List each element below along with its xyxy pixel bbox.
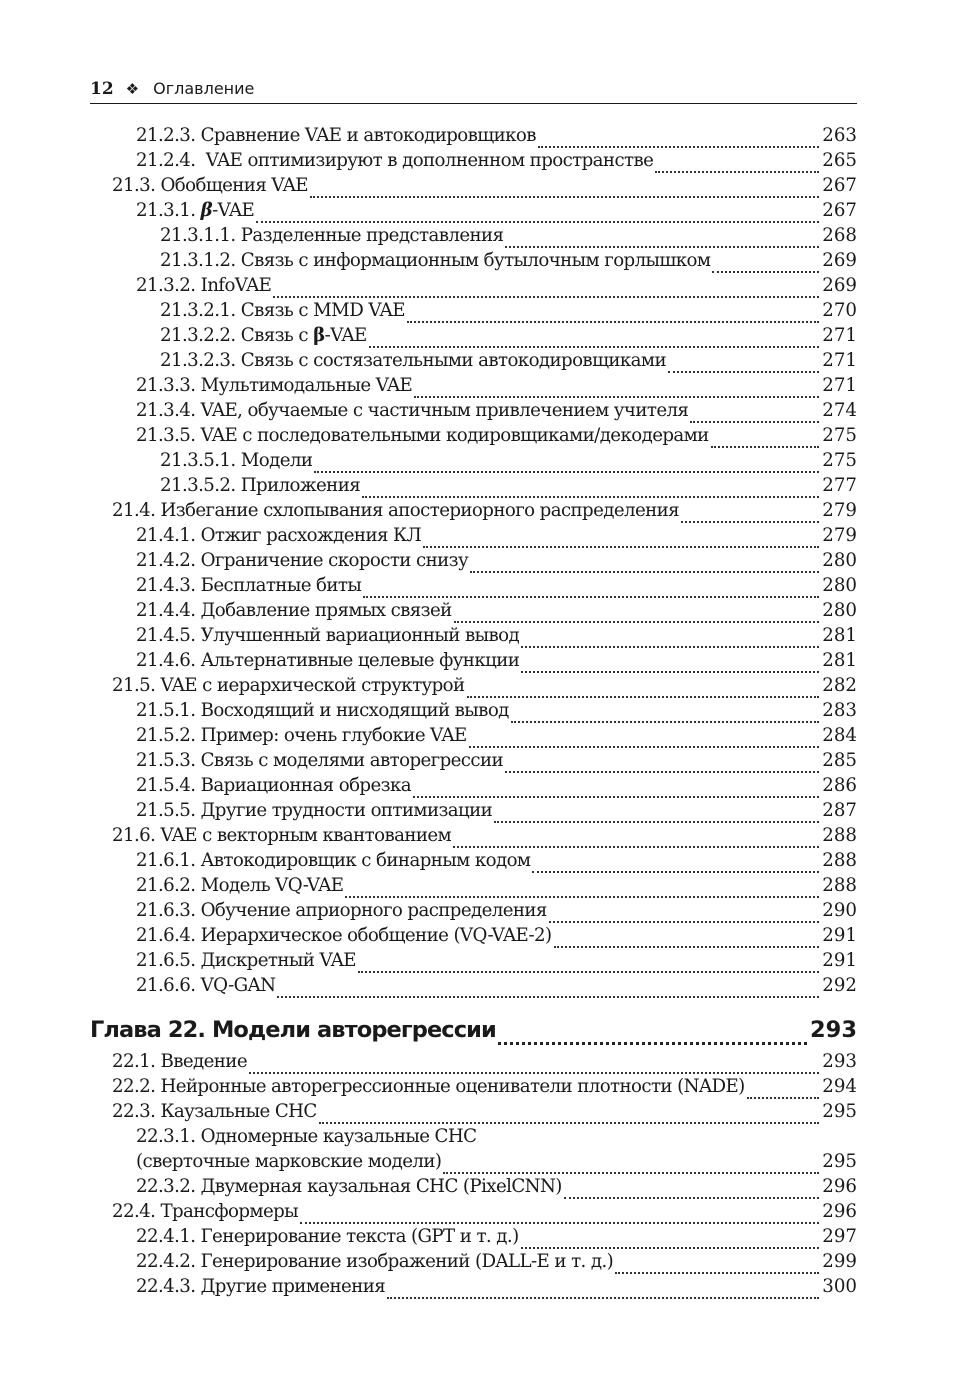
toc-leader-dots	[358, 959, 819, 973]
toc-entry-title: 22.1. Введение	[112, 1051, 247, 1072]
toc-entry-title: 21.4.2. Ограничение скорости снизу	[136, 550, 469, 571]
toc-leader-dots	[413, 784, 819, 798]
toc-entry[interactable]	[90, 798, 857, 823]
toc-entry-prefix: 21.3.2.2. Связь с	[160, 325, 314, 346]
toc-entry-title: 21.2.3. Сравнение VAE и автокодировщиков	[136, 125, 536, 146]
toc-leader-dots	[277, 984, 819, 998]
toc-entry-title: 22.4.1. Генерирование текста (GPT и т. д.)	[136, 1226, 519, 1247]
toc-entry-title: 21.3.3. Мультимодальные VAE	[136, 375, 413, 396]
toc-entry[interactable]	[90, 448, 857, 473]
toc-entry[interactable]	[90, 773, 857, 798]
toc-entry-title: 21.4.5. Улучшенный вариационный вывод	[136, 625, 520, 646]
toc-leader-dots	[668, 359, 819, 373]
toc-entry-page: 292	[822, 975, 857, 996]
toc-entry-title: 21.3.2. InfoVAE	[136, 275, 272, 296]
beta-symbol: β	[200, 200, 213, 221]
toc-chapter-heading[interactable]	[90, 1013, 857, 1047]
toc-entry-page: 275	[822, 450, 857, 471]
toc-entry-page: 281	[822, 650, 857, 671]
toc-entry-title-continued: (сверточные марковские модели)	[136, 1151, 442, 1172]
toc-leader-dots	[414, 384, 819, 398]
toc-entry-page: 288	[822, 875, 857, 896]
toc-entry-wrapped-line1[interactable]	[90, 1124, 857, 1149]
toc-entry[interactable]	[90, 1249, 857, 1274]
toc-entry-title: 21.3. Обобщения VAE	[112, 175, 308, 196]
toc-entry-title: 21.3.5. VAE с последовательными кодировщиками/декодерами	[136, 425, 709, 446]
toc-entry-title: 21.6.6. VQ-GAN	[136, 975, 276, 996]
toc-entry-beta-vae[interactable]	[90, 198, 857, 223]
toc-entry-title: 22.3.1. Одномерные каузальные СНС	[136, 1126, 477, 1147]
toc-entry-page: 293	[822, 1051, 857, 1072]
toc-leader-dots	[549, 909, 819, 923]
toc-entry[interactable]	[90, 723, 857, 748]
toc-leader-dots	[407, 309, 819, 323]
toc-leader-dots	[538, 134, 819, 148]
toc-entry[interactable]	[90, 973, 857, 998]
toc-entry-title: 21.5.2. Пример: очень глубокие VAE	[136, 725, 467, 746]
toc-leader-dots	[369, 334, 820, 348]
toc-entry-page: 274	[822, 400, 857, 421]
toc-entry-page: 279	[822, 500, 857, 521]
toc-entry[interactable]	[90, 223, 857, 248]
toc-entry[interactable]	[90, 648, 857, 673]
toc-entry-title: 21.4.4. Добавление прямых связей	[136, 600, 452, 621]
toc-leader-dots	[690, 409, 819, 423]
toc-entry-page: 265	[822, 150, 857, 171]
toc-leader-dots	[362, 484, 819, 498]
toc-entry-page: 270	[822, 300, 857, 321]
page-number: 12	[90, 79, 114, 99]
chapter-page: 293	[810, 1017, 857, 1043]
toc-entry[interactable]	[90, 573, 857, 598]
toc-entry-page: 283	[822, 700, 857, 721]
toc-entry[interactable]	[90, 1074, 857, 1099]
toc-entry-title: 21.4.1. Отжиг расхождения КЛ	[136, 525, 422, 546]
toc-entry-title: 21.6.4. Иерархическое обобщение (VQ-VAE-2)	[136, 925, 552, 946]
toc-entry-title: 21.6.1. Автокодировщик с бинарным кодом	[136, 850, 531, 871]
toc-entry-wrapped-line2[interactable]	[90, 1149, 857, 1174]
toc-entry[interactable]	[90, 923, 857, 948]
toc-leader-dots	[256, 209, 819, 223]
toc-leader-dots	[521, 1235, 820, 1249]
toc-entry[interactable]	[90, 873, 857, 898]
toc-entry[interactable]	[90, 173, 857, 198]
toc-entry[interactable]	[90, 823, 857, 848]
toc-entry-page: 271	[822, 375, 857, 396]
toc-entry[interactable]	[90, 1174, 857, 1199]
toc-entry-page: 282	[822, 675, 857, 696]
toc-entry[interactable]	[90, 248, 857, 273]
toc-entry-title: 21.2.4. VAE оптимизируют в дополненном пространстве	[136, 150, 654, 171]
toc-entry[interactable]	[90, 1049, 857, 1074]
toc-leader-dots	[712, 259, 819, 273]
toc-entry-title: 22.4. Трансформеры	[112, 1201, 299, 1222]
toc-entry-page: 268	[822, 225, 857, 246]
toc-entry[interactable]	[90, 273, 857, 298]
toc-entry-page: 286	[822, 775, 857, 796]
toc-entry-title: 21.3.1.2. Связь с информационным бутылочным горлышком	[160, 250, 711, 271]
toc-entry-page: 294	[822, 1076, 857, 1097]
toc-entry-title	[160, 323, 367, 348]
toc-entry-page: 275	[822, 425, 857, 446]
toc-leader-dots	[443, 1160, 819, 1174]
toc-leader-dots	[615, 1260, 819, 1274]
toc-leader-dots	[505, 759, 819, 773]
toc-entry[interactable]	[90, 398, 857, 423]
toc-entry-page: 280	[822, 600, 857, 621]
toc-entry-prefix: 21.3.1.	[136, 200, 201, 221]
toc-entry-page: 288	[822, 825, 857, 846]
toc-entry-title: 22.4.3. Другие применения	[136, 1276, 386, 1297]
toc-entry[interactable]	[90, 1274, 857, 1299]
toc-entry[interactable]	[90, 123, 857, 148]
toc-leader-dots	[387, 1285, 819, 1299]
toc-entry[interactable]	[90, 623, 857, 648]
toc-entry[interactable]	[90, 498, 857, 523]
toc-entry-page: 296	[822, 1176, 857, 1197]
toc-entry-beta-link[interactable]	[90, 323, 857, 348]
toc-entry-page: 291	[822, 950, 857, 971]
toc-entry-page: 288	[822, 850, 857, 871]
toc-entry[interactable]	[90, 898, 857, 923]
toc-entry-page: 279	[822, 525, 857, 546]
toc-entry-page: 285	[822, 750, 857, 771]
toc-leader-dots	[249, 1060, 819, 1074]
toc-leader-dots	[554, 934, 820, 948]
toc-entry[interactable]	[90, 148, 857, 173]
toc-leader-dots	[453, 834, 819, 848]
toc-entry-page: 277	[822, 475, 857, 496]
toc-leader-dots	[505, 234, 819, 248]
toc-entry[interactable]	[90, 1199, 857, 1224]
toc-entry-page: 267	[822, 200, 857, 221]
chapter-title: Глава 22. Модели авторегрессии	[90, 1017, 496, 1043]
toc-entry-title: 21.3.2.1. Связь с MMD VAE	[160, 300, 405, 321]
toc-entry[interactable]	[90, 598, 857, 623]
toc-entry-page: 295	[822, 1151, 857, 1172]
toc-entry-suffix: -VAE	[324, 325, 367, 346]
toc-entry-title: 21.4. Избегание схлопывания апостериорного распределения	[112, 500, 680, 521]
toc-entry-title: 22.3.2. Двумерная каузальная СНС (PixelCNN)	[136, 1176, 562, 1197]
toc-entry[interactable]	[90, 698, 857, 723]
toc-leader-dots	[467, 684, 820, 698]
toc-entry-title: 21.6.5. Дискретный VAE	[136, 950, 356, 971]
toc-leader-dots	[319, 1110, 820, 1124]
fleuron-icon: ❖	[125, 80, 140, 98]
toc-entry[interactable]	[90, 348, 857, 373]
toc-entry-title: 21.4.6. Альтернативные целевые функции	[136, 650, 520, 671]
toc-leader-dots	[521, 659, 819, 673]
toc-entry-title: 21.5.3. Связь с моделями авторегрессии	[136, 750, 503, 771]
toc-entry[interactable]	[90, 1224, 857, 1249]
toc-leader-dots	[564, 1185, 820, 1199]
toc-leader-dots	[521, 634, 819, 648]
toc-entry-page: 287	[822, 800, 857, 821]
toc-entry[interactable]	[90, 473, 857, 498]
running-title: Оглавление	[153, 79, 255, 98]
toc-leader-dots	[711, 434, 820, 448]
toc-leader-dots	[655, 159, 819, 173]
toc-entry-title: 21.3.2.3. Связь с состязательными автокодировщиками	[160, 350, 666, 371]
toc-leader-dots	[469, 734, 820, 748]
running-header	[90, 77, 857, 104]
toc-entry-title: 21.6.2. Модель VQ-VAE	[136, 875, 344, 896]
toc-entry-page: 269	[822, 250, 857, 271]
toc-entry-page: 271	[822, 350, 857, 371]
toc-entry[interactable]	[90, 423, 857, 448]
toc-leader-dots	[747, 1085, 820, 1099]
toc-entry-title: 21.6. VAE с векторным квантованием	[112, 825, 452, 846]
toc-entry-page: 300	[822, 1276, 857, 1297]
toc-entry-suffix: -VAE	[212, 200, 255, 221]
toc-entry-page: 299	[822, 1251, 857, 1272]
toc-entry[interactable]	[90, 948, 857, 973]
toc-entry-page: 297	[822, 1226, 857, 1247]
toc-entry-page: 271	[822, 325, 857, 346]
beta-symbol: β	[313, 325, 325, 346]
toc-entry-title: 21.3.1.1. Разделенные представления	[160, 225, 504, 246]
toc-leader-dots	[314, 459, 819, 473]
toc-entry-title: 21.5.5. Другие трудности оптимизации	[136, 800, 493, 821]
toc-entry-page: 295	[822, 1101, 857, 1122]
toc-entry-page: 291	[822, 925, 857, 946]
toc-leader-dots	[511, 709, 820, 723]
toc-entry-page: 280	[822, 575, 857, 596]
toc-leader-dots	[363, 584, 819, 598]
toc-entry-page: 290	[822, 900, 857, 921]
toc-leader-dots	[273, 284, 819, 298]
toc-entry-title: 22.3. Каузальные СНС	[112, 1101, 317, 1122]
toc-leader-dots	[532, 859, 819, 873]
toc-entry-title: 22.4.2. Генерирование изображений (DALL-E и т. д.)	[136, 1251, 614, 1272]
toc-entry[interactable]	[90, 523, 857, 548]
toc-entry-page: 267	[822, 175, 857, 196]
toc-entry-page: 269	[822, 275, 857, 296]
table-of-contents	[90, 123, 857, 1299]
toc-entry-title: 22.2. Нейронные авторегрессионные оцениватели плотности (NADE)	[112, 1076, 745, 1097]
toc-entry-title: 21.3.5.1. Модели	[160, 450, 313, 471]
toc-entry-title: 21.3.5.2. Приложения	[160, 475, 361, 496]
toc-entry-page: 296	[822, 1201, 857, 1222]
toc-entry-title: 21.4.3. Бесплатные биты	[136, 575, 362, 596]
toc-leader-dots	[498, 1028, 807, 1045]
toc-leader-dots	[310, 184, 819, 198]
toc-leader-dots	[681, 509, 819, 523]
toc-entry-title: 21.5.4. Вариационная обрезка	[136, 775, 411, 796]
toc-entry-title: 21.3.4. VAE, обучаемые с частичным привлечением учителя	[136, 400, 689, 421]
toc-entry-title: 21.5.1. Восходящий и нисходящий вывод	[136, 700, 509, 721]
toc-entry[interactable]	[90, 673, 857, 698]
toc-entry[interactable]	[90, 848, 857, 873]
toc-entry-title: 21.6.3. Обучение априорного распределения	[136, 900, 547, 921]
toc-entry[interactable]	[90, 748, 857, 773]
toc-leader-dots	[300, 1210, 819, 1224]
toc-entry-title	[136, 198, 254, 223]
toc-entry-title: 21.5. VAE с иерархической структурой	[112, 675, 465, 696]
toc-entry-page: 280	[822, 550, 857, 571]
toc-leader-dots	[470, 559, 819, 573]
toc-leader-dots	[345, 884, 819, 898]
toc-leader-dots	[494, 809, 819, 823]
toc-entry-page: 284	[822, 725, 857, 746]
toc-entry[interactable]	[90, 1099, 857, 1124]
toc-entry-page: 263	[822, 125, 857, 146]
toc-entry[interactable]	[90, 298, 857, 323]
toc-leader-dots	[423, 534, 819, 548]
toc-entry[interactable]	[90, 548, 857, 573]
toc-entry[interactable]	[90, 373, 857, 398]
toc-entry-page: 281	[822, 625, 857, 646]
toc-leader-dots	[454, 609, 820, 623]
